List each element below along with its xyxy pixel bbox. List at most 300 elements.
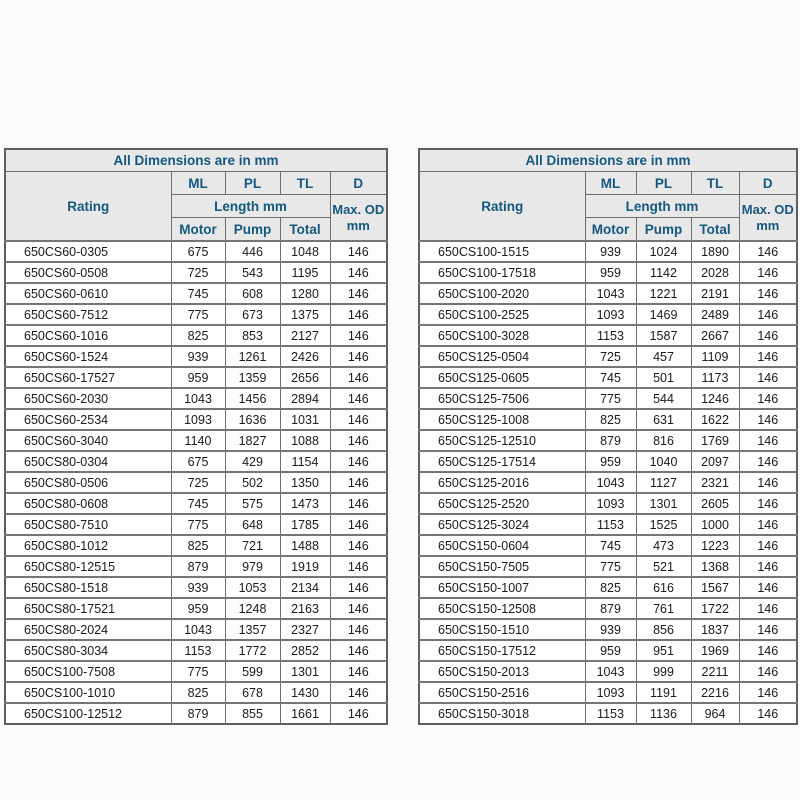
value-cell: 725 xyxy=(585,346,636,367)
table-row xyxy=(5,304,387,325)
value-cell: 1368 xyxy=(691,556,739,577)
value-cell: 951 xyxy=(636,640,691,661)
rating-cell: 650CS60-7512 xyxy=(5,304,171,325)
table-row xyxy=(419,472,797,493)
value-cell: 1890 xyxy=(691,241,739,262)
table-row xyxy=(419,451,797,472)
value-cell: 825 xyxy=(585,577,636,598)
rating-cell: 650CS125-17514 xyxy=(419,451,585,472)
value-cell: 825 xyxy=(171,535,225,556)
max-od-line2: mm xyxy=(756,217,780,233)
table-row xyxy=(5,430,387,451)
value-cell: 543 xyxy=(225,262,280,283)
value-cell: 725 xyxy=(171,262,225,283)
rating-header: Rating xyxy=(419,172,585,242)
value-cell: 146 xyxy=(739,283,797,304)
value-cell: 1525 xyxy=(636,514,691,535)
max-od-line2: mm xyxy=(346,217,370,233)
rating-cell: 650CS60-2534 xyxy=(5,409,171,430)
value-cell: 959 xyxy=(171,367,225,388)
value-cell: 146 xyxy=(739,451,797,472)
table-row xyxy=(419,304,797,325)
table-row xyxy=(419,241,797,262)
table-row xyxy=(419,682,797,703)
value-cell: 1837 xyxy=(691,619,739,640)
length-group-header: Length mm xyxy=(585,195,739,218)
pl-header: PL xyxy=(225,172,280,195)
value-cell: 146 xyxy=(330,577,387,598)
rating-cell: 650CS60-0508 xyxy=(5,262,171,283)
value-cell: 146 xyxy=(739,514,797,535)
table-title-row xyxy=(5,149,387,172)
table-row xyxy=(5,514,387,535)
value-cell: 146 xyxy=(330,304,387,325)
rating-cell: 650CS100-3028 xyxy=(419,325,585,346)
value-cell: 2605 xyxy=(691,493,739,514)
rating-cell: 650CS60-0610 xyxy=(5,283,171,304)
value-cell: 146 xyxy=(330,388,387,409)
max-od-line1: Max. OD xyxy=(741,201,794,217)
rating-cell: 650CS150-2516 xyxy=(419,682,585,703)
value-cell: 2894 xyxy=(280,388,330,409)
rating-cell: 650CS125-12510 xyxy=(419,430,585,451)
value-cell: 146 xyxy=(330,262,387,283)
value-cell: 1301 xyxy=(280,661,330,682)
value-cell: 1223 xyxy=(691,535,739,556)
value-cell: 146 xyxy=(739,325,797,346)
value-cell: 146 xyxy=(739,367,797,388)
d-header: D xyxy=(739,172,797,195)
value-cell: 725 xyxy=(171,472,225,493)
value-cell: 879 xyxy=(171,703,225,724)
value-cell: 1153 xyxy=(585,514,636,535)
value-cell: 825 xyxy=(171,682,225,703)
value-cell: 1280 xyxy=(280,283,330,304)
value-cell: 146 xyxy=(739,388,797,409)
value-cell: 2127 xyxy=(280,325,330,346)
value-cell: 502 xyxy=(225,472,280,493)
value-cell: 2163 xyxy=(280,598,330,619)
value-cell: 1357 xyxy=(225,619,280,640)
max-od-header xyxy=(739,195,797,242)
rating-cell: 650CS80-1518 xyxy=(5,577,171,598)
rating-cell: 650CS100-1010 xyxy=(5,682,171,703)
pump-header: Pump xyxy=(636,218,691,242)
value-cell: 146 xyxy=(739,241,797,262)
dimensions-table-right xyxy=(418,148,798,725)
header-row-codes xyxy=(5,172,387,195)
ml-header: ML xyxy=(585,172,636,195)
rating-cell: 650CS150-1007 xyxy=(419,577,585,598)
table-row xyxy=(5,241,387,262)
value-cell: 457 xyxy=(636,346,691,367)
rating-cell: 650CS125-7506 xyxy=(419,388,585,409)
value-cell: 599 xyxy=(225,661,280,682)
rating-cell: 650CS80-0506 xyxy=(5,472,171,493)
value-cell: 2327 xyxy=(280,619,330,640)
value-cell: 1359 xyxy=(225,367,280,388)
table-row xyxy=(5,661,387,682)
value-cell: 1246 xyxy=(691,388,739,409)
header-row-codes xyxy=(419,172,797,195)
value-cell: 879 xyxy=(585,430,636,451)
rating-cell: 650CS80-0608 xyxy=(5,493,171,514)
table-row xyxy=(5,283,387,304)
value-cell: 146 xyxy=(739,703,797,724)
table-title: All Dimensions are in mm xyxy=(419,149,797,172)
value-cell: 146 xyxy=(739,682,797,703)
table-row xyxy=(5,619,387,640)
value-cell: 1827 xyxy=(225,430,280,451)
rating-cell: 650CS100-1515 xyxy=(419,241,585,262)
value-cell: 1488 xyxy=(280,535,330,556)
value-cell: 856 xyxy=(636,619,691,640)
value-cell: 2028 xyxy=(691,262,739,283)
value-cell: 1136 xyxy=(636,703,691,724)
value-cell: 1053 xyxy=(225,577,280,598)
rating-cell: 650CS125-2016 xyxy=(419,472,585,493)
rating-cell: 650CS150-17512 xyxy=(419,640,585,661)
value-cell: 146 xyxy=(739,430,797,451)
rating-cell: 650CS80-12515 xyxy=(5,556,171,577)
value-cell: 2426 xyxy=(280,346,330,367)
value-cell: 146 xyxy=(330,325,387,346)
value-cell: 879 xyxy=(585,598,636,619)
value-cell: 146 xyxy=(330,241,387,262)
rating-cell: 650CS60-1016 xyxy=(5,325,171,346)
value-cell: 1636 xyxy=(225,409,280,430)
table-row xyxy=(5,577,387,598)
table-row xyxy=(419,493,797,514)
value-cell: 775 xyxy=(171,304,225,325)
rating-cell: 650CS60-3040 xyxy=(5,430,171,451)
table-row xyxy=(5,325,387,346)
value-cell: 146 xyxy=(739,535,797,556)
table-row xyxy=(419,514,797,535)
value-cell: 146 xyxy=(330,283,387,304)
table-row xyxy=(419,325,797,346)
table-body-right xyxy=(419,241,797,724)
value-cell: 1040 xyxy=(636,451,691,472)
value-cell: 855 xyxy=(225,703,280,724)
value-cell: 146 xyxy=(330,661,387,682)
table-row xyxy=(5,535,387,556)
table-title: All Dimensions are in mm xyxy=(5,149,387,172)
rating-cell: 650CS100-2525 xyxy=(419,304,585,325)
value-cell: 146 xyxy=(739,409,797,430)
table-row xyxy=(419,262,797,283)
value-cell: 146 xyxy=(739,619,797,640)
value-cell: 1772 xyxy=(225,640,280,661)
value-cell: 2489 xyxy=(691,304,739,325)
value-cell: 1048 xyxy=(280,241,330,262)
value-cell: 146 xyxy=(330,451,387,472)
value-cell: 1248 xyxy=(225,598,280,619)
tl-header: TL xyxy=(280,172,330,195)
value-cell: 146 xyxy=(330,472,387,493)
table-row xyxy=(419,388,797,409)
value-cell: 853 xyxy=(225,325,280,346)
table-row xyxy=(419,535,797,556)
value-cell: 2852 xyxy=(280,640,330,661)
rating-cell: 650CS125-0504 xyxy=(419,346,585,367)
rating-cell: 650CS150-7505 xyxy=(419,556,585,577)
value-cell: 879 xyxy=(171,556,225,577)
value-cell: 1769 xyxy=(691,430,739,451)
table-row xyxy=(419,430,797,451)
value-cell: 1031 xyxy=(280,409,330,430)
value-cell: 2321 xyxy=(691,472,739,493)
value-cell: 1969 xyxy=(691,640,739,661)
value-cell: 575 xyxy=(225,493,280,514)
value-cell: 1043 xyxy=(171,619,225,640)
value-cell: 745 xyxy=(585,367,636,388)
table-row xyxy=(5,493,387,514)
value-cell: 745 xyxy=(171,493,225,514)
rating-cell: 650CS80-1012 xyxy=(5,535,171,556)
value-cell: 2216 xyxy=(691,682,739,703)
value-cell: 775 xyxy=(171,514,225,535)
value-cell: 146 xyxy=(739,661,797,682)
value-cell: 1093 xyxy=(585,682,636,703)
value-cell: 1195 xyxy=(280,262,330,283)
value-cell: 745 xyxy=(585,535,636,556)
value-cell: 673 xyxy=(225,304,280,325)
ml-header: ML xyxy=(171,172,225,195)
value-cell: 1430 xyxy=(280,682,330,703)
rating-cell: 650CS80-3034 xyxy=(5,640,171,661)
value-cell: 146 xyxy=(739,493,797,514)
motor-header: Motor xyxy=(171,218,225,242)
table-row xyxy=(419,598,797,619)
value-cell: 1919 xyxy=(280,556,330,577)
value-cell: 146 xyxy=(330,535,387,556)
value-cell: 939 xyxy=(585,241,636,262)
value-cell: 2191 xyxy=(691,283,739,304)
value-cell: 2667 xyxy=(691,325,739,346)
value-cell: 146 xyxy=(330,346,387,367)
value-cell: 2134 xyxy=(280,577,330,598)
value-cell: 1191 xyxy=(636,682,691,703)
value-cell: 146 xyxy=(739,346,797,367)
value-cell: 429 xyxy=(225,451,280,472)
value-cell: 146 xyxy=(739,262,797,283)
value-cell: 146 xyxy=(330,430,387,451)
value-cell: 473 xyxy=(636,535,691,556)
value-cell: 146 xyxy=(330,598,387,619)
value-cell: 2656 xyxy=(280,367,330,388)
value-cell: 999 xyxy=(636,661,691,682)
table-row xyxy=(5,409,387,430)
value-cell: 608 xyxy=(225,283,280,304)
value-cell: 501 xyxy=(636,367,691,388)
table-row xyxy=(5,472,387,493)
tl-header: TL xyxy=(691,172,739,195)
value-cell: 146 xyxy=(739,598,797,619)
dimensions-table-left xyxy=(4,148,388,725)
rating-cell: 650CS80-0304 xyxy=(5,451,171,472)
value-cell: 1153 xyxy=(585,325,636,346)
table-row xyxy=(419,640,797,661)
table-row xyxy=(419,346,797,367)
rating-cell: 650CS125-3024 xyxy=(419,514,585,535)
table-row xyxy=(419,619,797,640)
value-cell: 1173 xyxy=(691,367,739,388)
value-cell: 1109 xyxy=(691,346,739,367)
tables-container xyxy=(4,148,798,725)
rating-cell: 650CS150-2013 xyxy=(419,661,585,682)
value-cell: 146 xyxy=(330,514,387,535)
value-cell: 146 xyxy=(330,703,387,724)
table-row xyxy=(5,556,387,577)
value-cell: 1587 xyxy=(636,325,691,346)
pump-header: Pump xyxy=(225,218,280,242)
table-row xyxy=(419,661,797,682)
table-row xyxy=(5,598,387,619)
rating-cell: 650CS60-2030 xyxy=(5,388,171,409)
value-cell: 1043 xyxy=(585,661,636,682)
table-row xyxy=(419,283,797,304)
value-cell: 1567 xyxy=(691,577,739,598)
value-cell: 1140 xyxy=(171,430,225,451)
value-cell: 2097 xyxy=(691,451,739,472)
table-row xyxy=(419,367,797,388)
value-cell: 446 xyxy=(225,241,280,262)
value-cell: 675 xyxy=(171,241,225,262)
value-cell: 1024 xyxy=(636,241,691,262)
value-cell: 146 xyxy=(330,493,387,514)
rating-cell: 650CS150-12508 xyxy=(419,598,585,619)
total-header: Total xyxy=(280,218,330,242)
value-cell: 1154 xyxy=(280,451,330,472)
value-cell: 146 xyxy=(330,367,387,388)
table-body-left xyxy=(5,241,387,724)
table-row xyxy=(5,367,387,388)
value-cell: 816 xyxy=(636,430,691,451)
table-row xyxy=(419,577,797,598)
rating-cell: 650CS60-1524 xyxy=(5,346,171,367)
max-od-line1: Max. OD xyxy=(332,201,385,217)
table-title-row xyxy=(419,149,797,172)
value-cell: 1093 xyxy=(585,304,636,325)
value-cell: 939 xyxy=(171,346,225,367)
value-cell: 146 xyxy=(739,304,797,325)
motor-header: Motor xyxy=(585,218,636,242)
value-cell: 1043 xyxy=(585,472,636,493)
value-cell: 648 xyxy=(225,514,280,535)
rating-header: Rating xyxy=(5,172,171,242)
rating-cell: 650CS100-7508 xyxy=(5,661,171,682)
pl-header: PL xyxy=(636,172,691,195)
value-cell: 825 xyxy=(171,325,225,346)
table-row xyxy=(419,556,797,577)
value-cell: 616 xyxy=(636,577,691,598)
value-cell: 1043 xyxy=(585,283,636,304)
value-cell: 146 xyxy=(739,640,797,661)
value-cell: 1661 xyxy=(280,703,330,724)
rating-cell: 650CS80-2024 xyxy=(5,619,171,640)
value-cell: 1093 xyxy=(585,493,636,514)
value-cell: 1785 xyxy=(280,514,330,535)
value-cell: 775 xyxy=(171,661,225,682)
max-od-header xyxy=(330,195,387,242)
value-cell: 959 xyxy=(171,598,225,619)
value-cell: 959 xyxy=(585,262,636,283)
value-cell: 1722 xyxy=(691,598,739,619)
value-cell: 775 xyxy=(585,388,636,409)
rating-cell: 650CS150-0604 xyxy=(419,535,585,556)
value-cell: 146 xyxy=(739,472,797,493)
value-cell: 2211 xyxy=(691,661,739,682)
value-cell: 825 xyxy=(585,409,636,430)
total-header: Total xyxy=(691,218,739,242)
value-cell: 1153 xyxy=(585,703,636,724)
table-row xyxy=(419,703,797,724)
value-cell: 1221 xyxy=(636,283,691,304)
value-cell: 146 xyxy=(330,556,387,577)
rating-cell: 650CS125-1008 xyxy=(419,409,585,430)
value-cell: 721 xyxy=(225,535,280,556)
table-row xyxy=(5,262,387,283)
value-cell: 1000 xyxy=(691,514,739,535)
value-cell: 1088 xyxy=(280,430,330,451)
table-row xyxy=(419,409,797,430)
value-cell: 631 xyxy=(636,409,691,430)
rating-cell: 650CS125-0605 xyxy=(419,367,585,388)
value-cell: 959 xyxy=(585,451,636,472)
value-cell: 761 xyxy=(636,598,691,619)
value-cell: 1350 xyxy=(280,472,330,493)
d-header: D xyxy=(330,172,387,195)
value-cell: 521 xyxy=(636,556,691,577)
value-cell: 939 xyxy=(171,577,225,598)
value-cell: 146 xyxy=(330,619,387,640)
table-row xyxy=(5,703,387,724)
value-cell: 146 xyxy=(330,409,387,430)
value-cell: 745 xyxy=(171,283,225,304)
rating-cell: 650CS125-2520 xyxy=(419,493,585,514)
value-cell: 146 xyxy=(330,640,387,661)
value-cell: 964 xyxy=(691,703,739,724)
value-cell: 1375 xyxy=(280,304,330,325)
value-cell: 775 xyxy=(585,556,636,577)
value-cell: 1093 xyxy=(171,409,225,430)
rating-cell: 650CS60-17527 xyxy=(5,367,171,388)
value-cell: 675 xyxy=(171,451,225,472)
value-cell: 1153 xyxy=(171,640,225,661)
table-row xyxy=(5,451,387,472)
rating-cell: 650CS100-17518 xyxy=(419,262,585,283)
rating-cell: 650CS100-12512 xyxy=(5,703,171,724)
rating-cell: 650CS80-17521 xyxy=(5,598,171,619)
value-cell: 1456 xyxy=(225,388,280,409)
rating-cell: 650CS150-3018 xyxy=(419,703,585,724)
value-cell: 146 xyxy=(330,682,387,703)
value-cell: 146 xyxy=(739,556,797,577)
value-cell: 1622 xyxy=(691,409,739,430)
table-row xyxy=(5,346,387,367)
table-row xyxy=(5,682,387,703)
table-row xyxy=(5,640,387,661)
value-cell: 1142 xyxy=(636,262,691,283)
rating-cell: 650CS150-1510 xyxy=(419,619,585,640)
value-cell: 1473 xyxy=(280,493,330,514)
value-cell: 1261 xyxy=(225,346,280,367)
value-cell: 939 xyxy=(585,619,636,640)
rating-cell: 650CS80-7510 xyxy=(5,514,171,535)
value-cell: 959 xyxy=(585,640,636,661)
rating-cell: 650CS60-0305 xyxy=(5,241,171,262)
